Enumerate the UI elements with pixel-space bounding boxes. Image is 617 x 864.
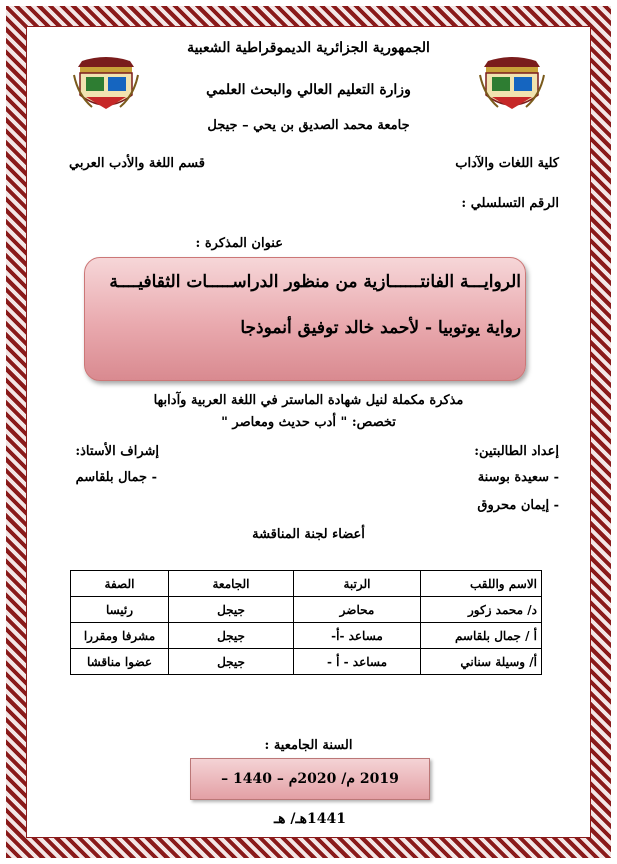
- page-content: [26, 26, 591, 838]
- table-cell: عضوا مناقشا: [71, 649, 169, 675]
- department-name: قسم اللغة والأدب العربي: [69, 156, 205, 171]
- memo-title-line2: رواية يوتوبيا - لأحمد خالد توفيق أنموذجا: [240, 318, 521, 338]
- memo-title-line1: الروايـــة الفانتــــــازية من منظور الدراســـــات الثقافيــــة: [109, 272, 521, 292]
- table-row: [71, 623, 542, 649]
- table-row: [71, 597, 542, 623]
- table-cell: أ / جمال بلقاسم: [421, 623, 542, 649]
- jury-table: [70, 570, 542, 675]
- students-label: إعداد الطالبتين:: [474, 444, 559, 459]
- supervisor-name: - جمال بلقاسم: [75, 470, 157, 485]
- table-cell: جيجل: [169, 597, 294, 623]
- table-cell: أ/ وسيلة سناني: [421, 649, 542, 675]
- university-name: جامعة محمد الصديق بن يحي – جيجل: [207, 118, 410, 133]
- table-cell: جيجل: [169, 649, 294, 675]
- faculty-name: كلية اللغات والآداب: [455, 156, 559, 171]
- column-header: الجامعة: [169, 571, 294, 597]
- table-cell: جيجل: [169, 623, 294, 649]
- table-cell: رئيسا: [71, 597, 169, 623]
- supervisor-label: إشراف الأستاذ:: [75, 444, 159, 459]
- column-header: الصفة: [71, 571, 169, 597]
- decorative-border: [6, 6, 611, 858]
- table-header-row: [71, 571, 542, 597]
- academic-year-label: السنة الجامعية :: [264, 738, 353, 753]
- table-cell: مساعد - أ -: [294, 649, 421, 675]
- republic-name: الجمهورية الجزائرية الديموقراطية الشعبية: [187, 40, 430, 56]
- table-cell: د/ محمد زكور: [421, 597, 542, 623]
- table-cell: مساعد -أ-: [294, 623, 421, 649]
- memo-title-label: عنوان المذكرة :: [195, 236, 283, 251]
- table-row: [71, 649, 542, 675]
- degree-text: مذكرة مكملة لنيل شهادة الماستر في اللغة العربية وآدابها: [153, 393, 464, 408]
- student-name: - إيمان محروق: [477, 498, 559, 513]
- column-header: الاسم واللقب: [421, 571, 542, 597]
- table-cell: محاضر: [294, 597, 421, 623]
- academic-year-value: 2019 م/ 2020م – 1440 – 1441هـ/ هـ: [190, 758, 430, 800]
- column-header: الرتبة: [294, 571, 421, 597]
- table-cell: مشرفا ومقررا: [71, 623, 169, 649]
- ministry-name: وزارة التعليم العالي والبحث العلمي: [206, 82, 411, 98]
- specialty-text: تخصص: " أدب حديث ومعاصر ": [221, 415, 396, 430]
- serial-number: الرقم التسلسلي :: [461, 196, 559, 211]
- student-name: - سعيدة بوسنة: [477, 470, 559, 485]
- jury-title: أعضاء لجنة المناقشة: [252, 527, 365, 542]
